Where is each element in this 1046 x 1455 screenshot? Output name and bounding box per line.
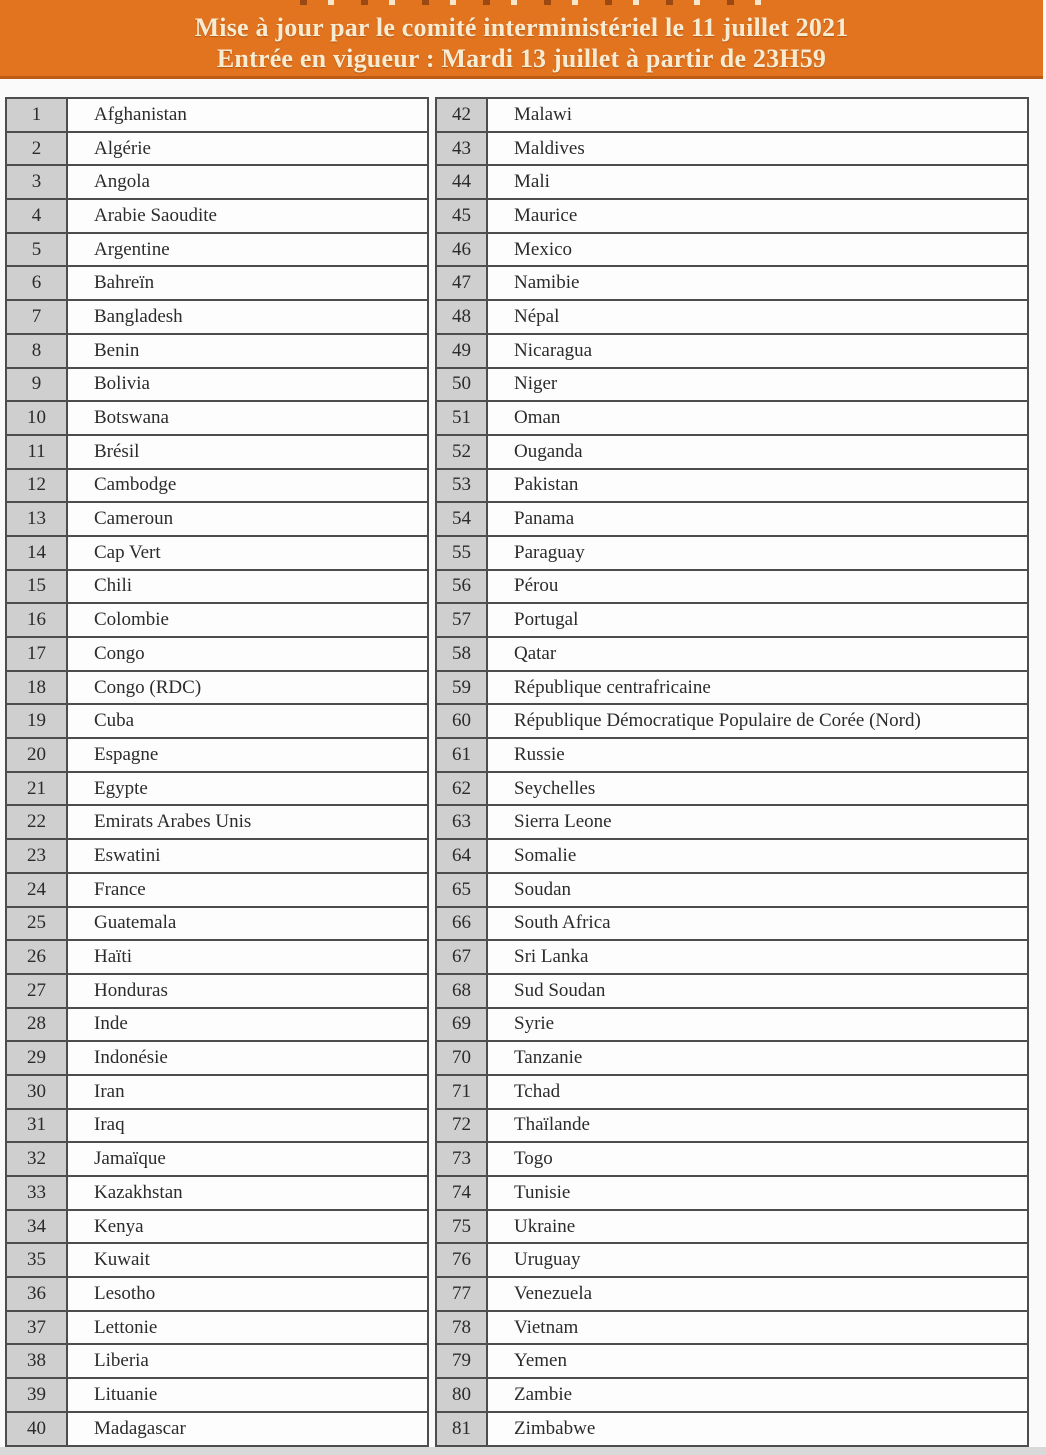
country-name: Bangladesh [67,300,428,334]
table-row [6,603,428,637]
table-row [6,1176,428,1210]
row-number: 77 [436,1277,487,1311]
row-number: 33 [6,1176,67,1210]
table-row [6,637,428,671]
row-number: 72 [436,1109,487,1143]
country-name: Botswana [67,401,428,435]
row-number: 50 [436,368,487,402]
row-number: 24 [6,873,67,907]
table-row [6,1041,428,1075]
country-name: Iraq [67,1109,428,1143]
country-name: Paraguay [487,536,1028,570]
country-name: Tchad [487,1075,1028,1109]
country-name: Egypte [67,772,428,806]
table-row [436,1243,1028,1277]
country-name: Espagne [67,738,428,772]
row-number: 15 [6,570,67,604]
page-bottom-edge [0,1447,1046,1455]
country-name: Lesotho [67,1277,428,1311]
country-name: Panama [487,502,1028,536]
header-banner [0,0,1043,79]
row-number: 34 [6,1210,67,1244]
country-name: Népal [487,300,1028,334]
country-name: Uruguay [487,1243,1028,1277]
table-row [436,300,1028,334]
table-row [6,199,428,233]
country-name: Kenya [67,1210,428,1244]
country-name: Ukraine [487,1210,1028,1244]
country-name: Qatar [487,637,1028,671]
row-number: 26 [6,940,67,974]
row-number: 5 [6,233,67,267]
table-row [436,1142,1028,1176]
country-name: Congo (RDC) [67,671,428,705]
table-row [436,974,1028,1008]
row-number: 55 [436,536,487,570]
row-number: 23 [6,839,67,873]
country-name: Cameroun [67,502,428,536]
table-row [6,1210,428,1244]
country-name: Venezuela [487,1277,1028,1311]
country-name: Malawi [487,98,1028,132]
row-number: 17 [6,637,67,671]
table-row [6,165,428,199]
country-name: Kazakhstan [67,1176,428,1210]
country-name: Ouganda [487,435,1028,469]
table-row [436,401,1028,435]
country-name: Seychelles [487,772,1028,806]
row-number: 36 [6,1277,67,1311]
row-number: 46 [436,233,487,267]
table-row [436,1109,1028,1143]
table-row [6,738,428,772]
country-name: Honduras [67,974,428,1008]
table-row [436,469,1028,503]
row-number: 16 [6,603,67,637]
table-row [6,435,428,469]
table-row [436,671,1028,705]
row-number: 51 [436,401,487,435]
table-row [436,839,1028,873]
country-name: Mexico [487,233,1028,267]
row-number: 37 [6,1311,67,1345]
country-name: Vietnam [487,1311,1028,1345]
row-number: 76 [436,1243,487,1277]
table-row [436,738,1028,772]
row-number: 61 [436,738,487,772]
table-row [6,671,428,705]
country-name: Indonésie [67,1041,428,1075]
row-number: 1 [6,98,67,132]
table-row [436,805,1028,839]
table-row [436,907,1028,941]
country-name: Cap Vert [67,536,428,570]
table-row [6,1412,428,1446]
country-name: Argentine [67,233,428,267]
row-number: 12 [6,469,67,503]
table-row [436,704,1028,738]
row-number: 35 [6,1243,67,1277]
banner-effective-date-line: Entrée en vigueur : Mardi 13 juillet à partir de 23H59 [216,44,827,73]
table-row [6,907,428,941]
table-row [436,435,1028,469]
row-number: 80 [436,1378,487,1412]
country-name: Cuba [67,704,428,738]
row-number: 69 [436,1008,487,1042]
row-number: 32 [6,1142,67,1176]
country-name: Afghanistan [67,98,428,132]
table-row [6,334,428,368]
country-name: Namibie [487,266,1028,300]
row-number: 25 [6,907,67,941]
table-row [436,368,1028,402]
country-name: Lettonie [67,1311,428,1345]
row-number: 8 [6,334,67,368]
table-row [436,1412,1028,1446]
row-number: 71 [436,1075,487,1109]
row-number: 79 [436,1344,487,1378]
table-row [6,1075,428,1109]
country-name: Soudan [487,873,1028,907]
row-number: 11 [6,435,67,469]
cropped-text-artifact [300,0,770,5]
row-number: 29 [6,1041,67,1075]
country-name: South Africa [487,907,1028,941]
row-number: 59 [436,671,487,705]
country-name: Congo [67,637,428,671]
table-row [436,1277,1028,1311]
country-name: Tanzanie [487,1041,1028,1075]
country-name: République Démocratique Populaire de Corée (Nord) [487,704,1028,738]
country-name: Maldives [487,132,1028,166]
row-number: 42 [436,98,487,132]
row-number: 60 [436,704,487,738]
table-row [6,940,428,974]
table-row [436,1041,1028,1075]
table-row [6,1277,428,1311]
table-row [436,334,1028,368]
country-name: Inde [67,1008,428,1042]
row-number: 2 [6,132,67,166]
table-row [436,536,1028,570]
table-row [6,502,428,536]
country-name: Kuwait [67,1243,428,1277]
row-number: 70 [436,1041,487,1075]
table-row [6,368,428,402]
table-row [6,805,428,839]
country-name: Niger [487,368,1028,402]
country-table-left [5,97,429,1447]
table-row [6,570,428,604]
row-number: 53 [436,469,487,503]
table-row [436,1210,1028,1244]
row-number: 66 [436,907,487,941]
country-name: Portugal [487,603,1028,637]
row-number: 81 [436,1412,487,1446]
country-name: Liberia [67,1344,428,1378]
row-number: 7 [6,300,67,334]
country-name: Lituanie [67,1378,428,1412]
country-name: Zimbabwe [487,1412,1028,1446]
country-name: Thaïlande [487,1109,1028,1143]
table-row [6,98,428,132]
row-number: 13 [6,502,67,536]
row-number: 68 [436,974,487,1008]
row-number: 6 [6,266,67,300]
row-number: 20 [6,738,67,772]
country-name: Benin [67,334,428,368]
table-row [436,1378,1028,1412]
table-row [436,1008,1028,1042]
row-number: 58 [436,637,487,671]
country-name: Pérou [487,570,1028,604]
table-row [436,502,1028,536]
row-number: 78 [436,1311,487,1345]
country-name: Madagascar [67,1412,428,1446]
country-name: Iran [67,1075,428,1109]
table-row [436,1075,1028,1109]
table-row [436,1311,1028,1345]
row-number: 56 [436,570,487,604]
country-name: Emirats Arabes Unis [67,805,428,839]
table-row [6,132,428,166]
table-row [6,974,428,1008]
row-number: 49 [436,334,487,368]
row-number: 45 [436,199,487,233]
table-row [436,940,1028,974]
country-name: Guatemala [67,907,428,941]
table-row [436,1176,1028,1210]
country-name: Arabie Saoudite [67,199,428,233]
row-number: 73 [436,1142,487,1176]
country-list [5,97,1029,1447]
row-number: 47 [436,266,487,300]
country-name: Pakistan [487,469,1028,503]
table-row [436,266,1028,300]
row-number: 3 [6,165,67,199]
country-name: République centrafricaine [487,671,1028,705]
table-row [436,165,1028,199]
row-number: 30 [6,1075,67,1109]
country-name: Maurice [487,199,1028,233]
country-name: Eswatini [67,839,428,873]
country-name: France [67,873,428,907]
table-row [6,401,428,435]
country-name: Russie [487,738,1028,772]
country-name: Haïti [67,940,428,974]
row-number: 18 [6,671,67,705]
row-number: 54 [436,502,487,536]
row-number: 22 [6,805,67,839]
row-number: 19 [6,704,67,738]
row-number: 4 [6,199,67,233]
country-name: Colombie [67,603,428,637]
table-row [6,873,428,907]
row-number: 9 [6,368,67,402]
country-name: Sierra Leone [487,805,1028,839]
row-number: 38 [6,1344,67,1378]
country-name: Angola [67,165,428,199]
country-name: Algérie [67,132,428,166]
country-name: Bolivia [67,368,428,402]
country-name: Brésil [67,435,428,469]
table-row [436,873,1028,907]
table-row [6,1142,428,1176]
table-row [6,469,428,503]
country-name: Mali [487,165,1028,199]
country-name: Tunisie [487,1176,1028,1210]
row-number: 31 [6,1109,67,1143]
row-number: 14 [6,536,67,570]
table-row [6,1243,428,1277]
country-name: Sud Soudan [487,974,1028,1008]
row-number: 67 [436,940,487,974]
country-name: Sri Lanka [487,940,1028,974]
table-row [6,1378,428,1412]
row-number: 10 [6,401,67,435]
row-number: 74 [436,1176,487,1210]
table-row [6,266,428,300]
table-row [436,570,1028,604]
country-name: Nicaragua [487,334,1028,368]
row-number: 62 [436,772,487,806]
table-row [6,1344,428,1378]
row-number: 75 [436,1210,487,1244]
table-row [6,772,428,806]
table-row [436,603,1028,637]
row-number: 39 [6,1378,67,1412]
table-row [6,704,428,738]
country-table-right [435,97,1029,1447]
country-name: Cambodge [67,469,428,503]
table-row [6,233,428,267]
country-name: Somalie [487,839,1028,873]
table-row [6,1008,428,1042]
country-name: Yemen [487,1344,1028,1378]
table-row [436,1344,1028,1378]
row-number: 48 [436,300,487,334]
table-row [6,536,428,570]
table-row [436,199,1028,233]
row-number: 27 [6,974,67,1008]
row-number: 28 [6,1008,67,1042]
country-name: Oman [487,401,1028,435]
country-name: Syrie [487,1008,1028,1042]
banner-update-line: Mise à jour par le comité interministériel le 11 juillet 2021 [194,13,849,42]
country-name: Bahreïn [67,266,428,300]
table-row [6,1311,428,1345]
table-row [436,772,1028,806]
country-name: Zambie [487,1378,1028,1412]
row-number: 52 [436,435,487,469]
row-number: 64 [436,839,487,873]
table-row [6,300,428,334]
row-number: 63 [436,805,487,839]
row-number: 21 [6,772,67,806]
table-row [436,637,1028,671]
table-row [6,839,428,873]
table-row [436,233,1028,267]
table-row [436,98,1028,132]
row-number: 65 [436,873,487,907]
row-number: 44 [436,165,487,199]
country-name: Togo [487,1142,1028,1176]
row-number: 57 [436,603,487,637]
row-number: 40 [6,1412,67,1446]
row-number: 43 [436,132,487,166]
country-name: Chili [67,570,428,604]
table-row [6,1109,428,1143]
country-name: Jamaïque [67,1142,428,1176]
table-row [436,132,1028,166]
